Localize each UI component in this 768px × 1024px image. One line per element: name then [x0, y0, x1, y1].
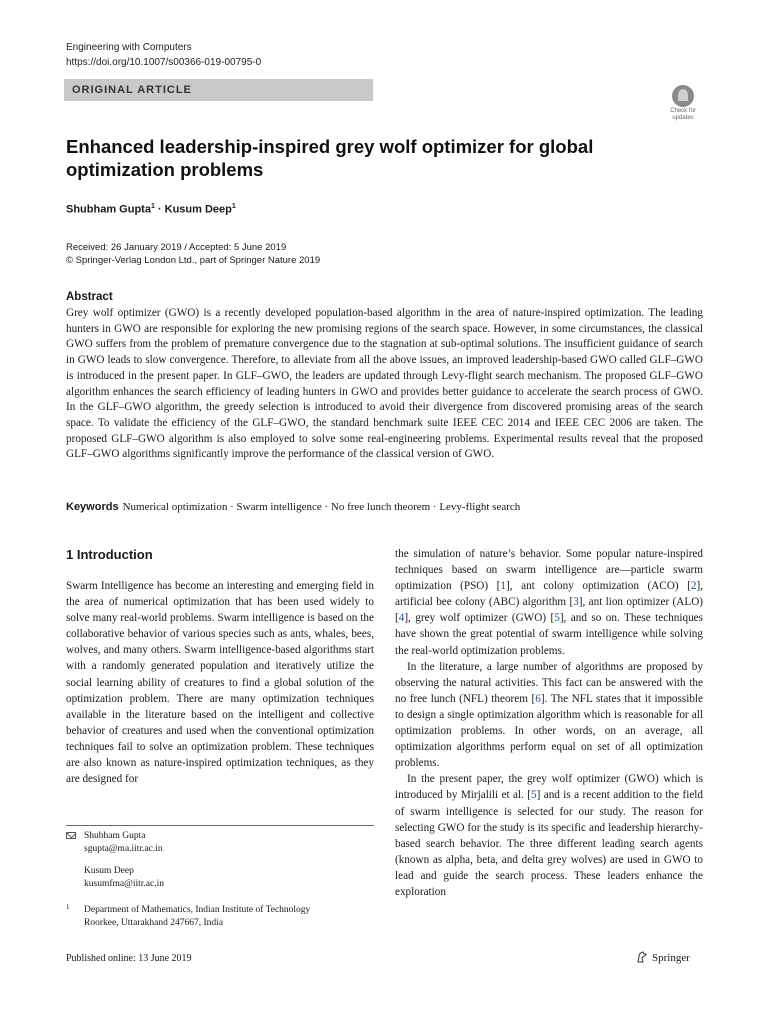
abstract-heading: Abstract — [66, 291, 113, 303]
text-run: In the literature, a large number of algorithms are proposed by observing the natural activities. This fact can be answered with the no free lunch (NFL) theorem [ — [395, 660, 703, 705]
publisher-logo — [636, 951, 690, 964]
text-run: ], artificial bee colony (ABC) algorithm [ — [395, 580, 703, 609]
published-date: Published online: 13 June 2019 — [66, 953, 192, 964]
footnote-email[interactable]: sgupta@ma.iitr.ac.in — [84, 844, 163, 854]
article-type-label: ORIGINAL ARTICLE — [72, 84, 192, 96]
springer-horse-icon — [636, 951, 648, 963]
affiliation-sup: 1 — [231, 203, 236, 210]
abstract-text: Grey wolf optimizer (GWO) is a recently developed population-based algorithm in the area of nature-inspired optimization. The leading hunters in GWO are responsible for exploring the new promising regions of the search space. However, in some circumstances, the classical GWO suffers from the problem of premature convergence due to the stagnation at sub-optimal solutions. The insufficient guidance of search in GWO leads to slow convergence. Therefore, to alleviate from all the above issues, an improved leadership-based GWO called GLF–GWO is introduced in the present paper. In GLF–GWO, the leaders are updated through Levy-flight search mechanism. The proposed GLF–GWO algorithm enhances the search efficiency of leading hunters in GWO and provides better guidance to accelerate the search process of GWO. In the GLF–GWO algorithm, the greedy selection is introduced to avoid their divergence from discovered promising areas of the search space. To validate the efficiency of the GLF–GWO, the standard benchmark suite IEEE CEC 2014 and IEEE CEC 2006 are taken. The proposed GLF–GWO algorithm is also employed to solve some real-engineering problems. Experimental results reveal that the proposed GLF–GWO algorithms significantly improve the performance of the classical version of GWO. — [66, 307, 703, 461]
check-updates-label: Check for updates — [670, 108, 696, 121]
affiliation-number: 1 — [66, 903, 70, 911]
footnote-author-name: Shubham Gupta — [84, 831, 146, 841]
body-paragraph — [395, 659, 703, 772]
right-column — [395, 546, 703, 900]
text-run: ], ant lion optimizer (ALO) [ — [395, 596, 703, 625]
copyright-line: © Springer-Verlag London Ltd., part of Springer Nature 2019 — [66, 255, 321, 266]
text-run: In the present paper, the grey wolf optimizer (GWO) which is introduced by Mirjalili et al. [ — [395, 773, 703, 802]
keywords-heading: Keywords — [66, 501, 119, 513]
citation-link[interactable]: 3 — [573, 596, 579, 609]
check-for-updates-badge[interactable] — [664, 85, 702, 123]
citation-link[interactable]: 5 — [531, 789, 537, 802]
footnote-author-name: Kusum Deep — [84, 866, 134, 876]
article-type-banner — [64, 79, 373, 101]
footnote-divider — [66, 825, 374, 826]
keywords-text: Numerical optimization · Swarm intelligence · No free lunch theorem · Levy-flight search — [122, 501, 521, 513]
affiliation-line: Roorkee, Uttarakhand 247667, India — [84, 918, 224, 928]
section-heading-introduction: 1 Introduction — [66, 547, 153, 562]
publisher-name: Springer — [652, 952, 690, 964]
author-separator: · — [154, 203, 165, 216]
text-run: ], grey wolf optimizer (GWO) [ — [404, 612, 555, 625]
text-run: ]. The NFL states that it impossible to design a single optimization algorithm which is reasonable for all optimization problems. In other words, on an average, all optimization algorithms perform equal on set of all optimization problems. — [395, 692, 703, 770]
doi-link[interactable]: https://doi.org/10.1007/s00366-019-00795-0 — [66, 57, 262, 68]
citation-link[interactable]: 5 — [554, 612, 560, 625]
journal-name: Engineering with Computers — [66, 42, 192, 53]
envelope-icon — [66, 832, 76, 839]
text-run: ], ant colony optimization (ACO) [ — [506, 580, 691, 593]
check-updates-icon — [672, 85, 694, 107]
text-run: ] and is a recent addition to the field of swarm intelligence is selected for our study. The reason for selecting GWO for the study is its specific and leadership hierarchy-based search behavior. The three different leading search agents (known as alpha, beta, and delta grey wolves) are used in GWO to lead and guide the search process. These leaders enhance the exploration — [395, 789, 703, 898]
author-list — [66, 203, 236, 216]
affiliation-line: Department of Mathematics, Indian Institute of Technology — [84, 905, 311, 915]
body-paragraph — [395, 546, 703, 659]
text-run: the simulation of nature’s behavior. Some popular nature-inspired techniques based on swarm intelligence are—particle swarm optimization (PSO) [ — [395, 548, 703, 593]
text-run: ], and so on. These techniques have shown the great potential of swarm intelligence while solving the real-world optimization problems. — [395, 612, 703, 657]
citation-link[interactable]: 6 — [535, 692, 541, 705]
citation-link[interactable]: 2 — [690, 580, 697, 593]
citation-link[interactable]: 4 — [398, 612, 405, 625]
affiliation-sup: 1 — [150, 203, 155, 210]
body-paragraph — [395, 771, 703, 900]
author-name[interactable]: Shubham Gupta — [66, 203, 151, 216]
author-name[interactable]: Kusum Deep — [164, 203, 232, 216]
received-dates: Received: 26 January 2019 / Accepted: 5 June 2019 — [66, 242, 287, 253]
keywords-line — [66, 501, 520, 513]
footnote-email[interactable]: kusumfma@iitr.ac.in — [84, 879, 164, 889]
citation-link[interactable]: 1 — [500, 580, 506, 593]
affiliation — [84, 904, 310, 930]
left-column — [66, 578, 374, 787]
corresponding-author — [84, 830, 163, 856]
intro-paragraph: Swarm Intelligence has become an interesting and emerging field in the area of numerical optimization that has been used widely to solve many real-world problems. Swarm intelligence is based on the collaborative behavior of various species such as ants, whales, bees, wolves, and many others. Swarm intelligence-based algorithms start with a randomly generated population and iteratively utilize the social learning ability of creatures to find a global solution of the optimization problem. There are many optimization techniques available in the literature based on the intelligent and collective behavior of creatures and used when the conventional optimization techniques fail to solve an optimization problem. These techniques are also known as nature-inspired optimization techniques, as they are designed for — [66, 580, 374, 786]
paper-title: Enhanced leadership-inspired grey wolf optimizer for global optimization problems — [66, 136, 594, 180]
co-author — [84, 865, 164, 891]
